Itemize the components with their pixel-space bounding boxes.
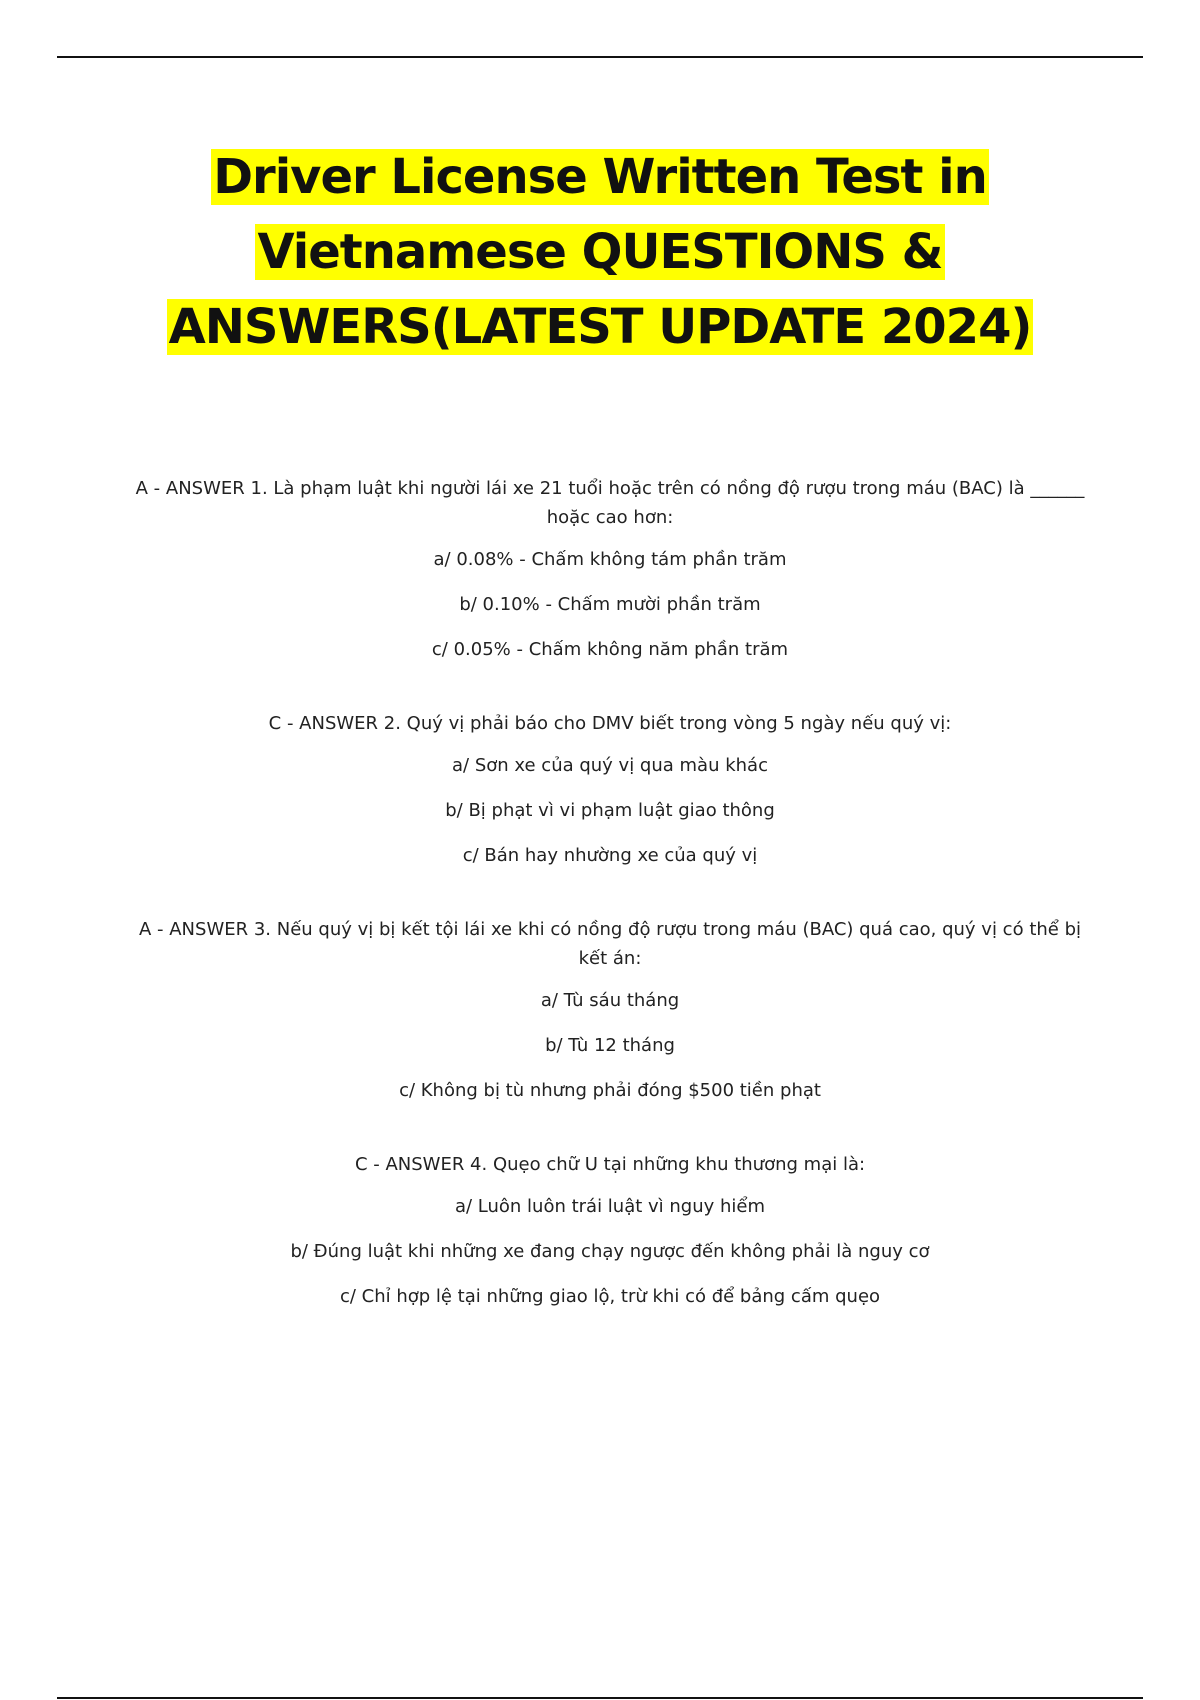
title-line-1: Driver License Written Test in xyxy=(213,149,987,205)
answer-option: c/ Bán hay nhường xe của quý vị xyxy=(462,845,758,866)
answer-option: a/ Tù sáu tháng xyxy=(540,990,680,1011)
answer-option: c/ 0.05% - Chấm không năm phần trăm xyxy=(431,639,789,660)
answer-option: b/ Đúng luật khi những xe đang chạy ngược đến không phải là nguy cơ xyxy=(290,1241,930,1262)
bottom-rule xyxy=(57,1697,1143,1699)
answer-option: a/ 0.08% - Chấm không tám phần trăm xyxy=(433,549,787,570)
answer-option: b/ Bị phạt vì vi phạm luật giao thông xyxy=(445,800,775,821)
answer-option: b/ Tù 12 tháng xyxy=(545,1035,675,1056)
question-1 xyxy=(130,474,1090,664)
title-line-3: ANSWERS(LATEST UPDATE 2024) xyxy=(168,299,1032,355)
question-text: A - ANSWER 3. Nếu quý vị bị kết tội lái xe khi có nồng độ rượu trong máu (BAC) quá cao, quý vị có thể bị kết án: xyxy=(138,919,1082,969)
top-rule xyxy=(57,56,1143,58)
answer-option: a/ Luôn luôn trái luật vì nguy hiểm xyxy=(454,1196,766,1217)
question-3 xyxy=(130,915,1090,1105)
document-title xyxy=(100,140,1100,365)
answer-option: c/ Chỉ hợp lệ tại những giao lộ, trừ khi có để bảng cấm quẹo xyxy=(339,1286,881,1307)
title-line-2: Vietnamese QUESTIONS & xyxy=(257,224,943,280)
question-text: C - ANSWER 2. Quý vị phải báo cho DMV biết trong vòng 5 ngày nếu quý vị: xyxy=(268,713,952,734)
answer-option: c/ Không bị tù nhưng phải đóng $500 tiền phạt xyxy=(399,1080,821,1101)
question-4 xyxy=(130,1150,1090,1311)
answer-option: b/ 0.10% - Chấm mười phần trăm xyxy=(459,594,761,615)
answer-option: a/ Sơn xe của quý vị qua màu khác xyxy=(452,755,768,776)
question-text: C - ANSWER 4. Quẹo chữ U tại những khu thương mại là: xyxy=(354,1154,866,1175)
question-2 xyxy=(130,709,1090,870)
questions-list xyxy=(130,474,1090,1356)
question-text: A - ANSWER 1. Là phạm luật khi người lái xe 21 tuổi hoặc trên có nồng độ rượu trong máu (BAC) là ______ hoặc cao hơn: xyxy=(135,478,1085,528)
